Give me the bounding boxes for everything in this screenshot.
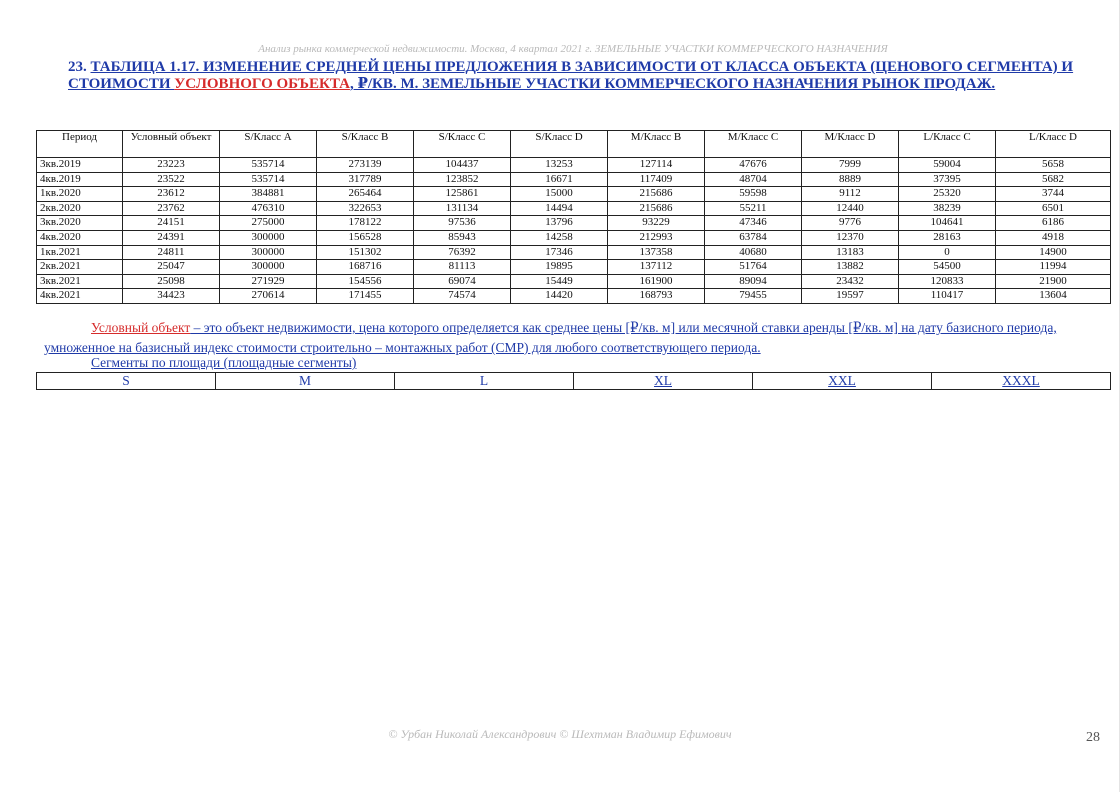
value-cell: 15000 bbox=[511, 187, 608, 202]
title-number: 23. bbox=[68, 59, 87, 75]
value-cell: 154556 bbox=[317, 274, 414, 289]
table-header-row bbox=[37, 131, 1111, 158]
value-cell: 476310 bbox=[220, 201, 317, 216]
value-cell: 265464 bbox=[317, 187, 414, 202]
table-row bbox=[37, 158, 1111, 173]
value-cell: 300000 bbox=[220, 245, 317, 260]
value-cell: 9112 bbox=[802, 187, 899, 202]
definition-text: – это объект недвижимости, цена которого определяется как среднее цены [₽/кв. м] или месячной ставки аренды [₽/кв. м] на дату базисного периода, умноженное на базисный индекс стоимости строительно – монтажных работ (СМР) для любого соответствующего периода. bbox=[44, 320, 1057, 355]
value-cell: 37395 bbox=[899, 172, 996, 187]
value-cell: 14258 bbox=[511, 230, 608, 245]
header-cell: M/Класс B bbox=[608, 131, 705, 158]
period-cell: 4кв.2021 bbox=[37, 289, 123, 304]
table-row bbox=[37, 216, 1111, 231]
value-cell: 151302 bbox=[317, 245, 414, 260]
value-cell: 97536 bbox=[414, 216, 511, 231]
table-row bbox=[37, 187, 1111, 202]
value-cell: 0 bbox=[899, 245, 996, 260]
value-cell: 322653 bbox=[317, 201, 414, 216]
value-cell: 168793 bbox=[608, 289, 705, 304]
segments-row bbox=[37, 373, 1111, 390]
segment-cell-s: S bbox=[37, 373, 216, 390]
value-cell: 215686 bbox=[608, 201, 705, 216]
value-cell: 25320 bbox=[899, 187, 996, 202]
value-cell: 24811 bbox=[123, 245, 220, 260]
header-cell: M/Класс C bbox=[705, 131, 802, 158]
title-part-1: ТАБЛИЦА 1.17. ИЗМЕНЕНИЕ СРЕДНЕЙ ЦЕНЫ ПРЕДЛОЖЕНИЯ В ЗАВИСИМОСТИ ОТ КЛАССА ОБЪЕКТА (ЦЕНОВОГО СЕГМЕНТА) И СТОИМОСТИ bbox=[68, 59, 1074, 92]
value-cell: 13253 bbox=[511, 158, 608, 173]
value-cell: 7999 bbox=[802, 158, 899, 173]
period-cell: 4кв.2019 bbox=[37, 172, 123, 187]
value-cell: 13796 bbox=[511, 216, 608, 231]
table-row bbox=[37, 201, 1111, 216]
value-cell: 24391 bbox=[123, 230, 220, 245]
table-row bbox=[37, 172, 1111, 187]
period-cell: 2кв.2020 bbox=[37, 201, 123, 216]
value-cell: 59598 bbox=[705, 187, 802, 202]
segment-cell-xxxl: XXXL bbox=[932, 373, 1111, 390]
value-cell: 69074 bbox=[414, 274, 511, 289]
value-cell: 13183 bbox=[802, 245, 899, 260]
value-cell: 14494 bbox=[511, 201, 608, 216]
value-cell: 137112 bbox=[608, 260, 705, 275]
value-cell: 131134 bbox=[414, 201, 511, 216]
header-cell: Условный объект bbox=[123, 131, 220, 158]
value-cell: 54500 bbox=[899, 260, 996, 275]
value-cell: 384881 bbox=[220, 187, 317, 202]
value-cell: 14420 bbox=[511, 289, 608, 304]
value-cell: 104437 bbox=[414, 158, 511, 173]
running-header: Анализ рынка коммерческой недвижимости. Москва, 4 квартал 2021 г. ЗЕМЕЛЬНЫЕ УЧАСТКИ КОММЕРЧЕСКОГО НАЗНАЧЕНИЯ bbox=[258, 43, 888, 55]
value-cell: 9776 bbox=[802, 216, 899, 231]
value-cell: 23762 bbox=[123, 201, 220, 216]
header-cell: S/Класс A bbox=[220, 131, 317, 158]
value-cell: 156528 bbox=[317, 230, 414, 245]
value-cell: 47676 bbox=[705, 158, 802, 173]
segment-cell-xxl: XXL bbox=[753, 373, 932, 390]
value-cell: 535714 bbox=[220, 158, 317, 173]
table-title bbox=[68, 59, 1078, 93]
value-cell: 212993 bbox=[608, 230, 705, 245]
value-cell: 76392 bbox=[414, 245, 511, 260]
value-cell: 23612 bbox=[123, 187, 220, 202]
header-cell: Период bbox=[37, 131, 123, 158]
value-cell: 168716 bbox=[317, 260, 414, 275]
value-cell: 89094 bbox=[705, 274, 802, 289]
value-cell: 104641 bbox=[899, 216, 996, 231]
value-cell: 300000 bbox=[220, 230, 317, 245]
value-cell: 81113 bbox=[414, 260, 511, 275]
segment-cell-m: M bbox=[216, 373, 395, 390]
value-cell: 12440 bbox=[802, 201, 899, 216]
header-cell: S/Класс D bbox=[511, 131, 608, 158]
value-cell: 17346 bbox=[511, 245, 608, 260]
table-row bbox=[37, 260, 1111, 275]
header-cell: M/Класс D bbox=[802, 131, 899, 158]
title-highlight: УСЛОВНОГО ОБЪЕКТА bbox=[174, 76, 350, 92]
value-cell: 19895 bbox=[511, 260, 608, 275]
value-cell: 47346 bbox=[705, 216, 802, 231]
value-cell: 11994 bbox=[996, 260, 1111, 275]
price-table bbox=[36, 130, 1111, 304]
value-cell: 38239 bbox=[899, 201, 996, 216]
header-cell: S/Класс C bbox=[414, 131, 511, 158]
period-cell: 1кв.2020 bbox=[37, 187, 123, 202]
value-cell: 5658 bbox=[996, 158, 1111, 173]
value-cell: 4918 bbox=[996, 230, 1111, 245]
value-cell: 6186 bbox=[996, 216, 1111, 231]
table-row bbox=[37, 230, 1111, 245]
value-cell: 23432 bbox=[802, 274, 899, 289]
table-row bbox=[37, 245, 1111, 260]
value-cell: 15449 bbox=[511, 274, 608, 289]
value-cell: 120833 bbox=[899, 274, 996, 289]
segments-label: Сегменты по площади (площадные сегменты) bbox=[91, 355, 357, 370]
page-footer: © Урбан Николай Александрович © Шехтман Владимир Ефимович bbox=[388, 727, 732, 741]
definition-paragraph bbox=[44, 318, 1110, 358]
value-cell: 270614 bbox=[220, 289, 317, 304]
value-cell: 25098 bbox=[123, 274, 220, 289]
value-cell: 123852 bbox=[414, 172, 511, 187]
value-cell: 125861 bbox=[414, 187, 511, 202]
segment-cell-l: L bbox=[395, 373, 574, 390]
value-cell: 63784 bbox=[705, 230, 802, 245]
period-cell: 3кв.2021 bbox=[37, 274, 123, 289]
value-cell: 271929 bbox=[220, 274, 317, 289]
period-cell: 1кв.2021 bbox=[37, 245, 123, 260]
value-cell: 85943 bbox=[414, 230, 511, 245]
table-row bbox=[37, 289, 1111, 304]
value-cell: 535714 bbox=[220, 172, 317, 187]
value-cell: 3744 bbox=[996, 187, 1111, 202]
table-row bbox=[37, 274, 1111, 289]
value-cell: 34423 bbox=[123, 289, 220, 304]
period-cell: 2кв.2021 bbox=[37, 260, 123, 275]
value-cell: 275000 bbox=[220, 216, 317, 231]
value-cell: 127114 bbox=[608, 158, 705, 173]
value-cell: 13604 bbox=[996, 289, 1111, 304]
value-cell: 55211 bbox=[705, 201, 802, 216]
value-cell: 93229 bbox=[608, 216, 705, 231]
value-cell: 12370 bbox=[802, 230, 899, 245]
value-cell: 317789 bbox=[317, 172, 414, 187]
segment-cell-xl: XL bbox=[574, 373, 753, 390]
value-cell: 215686 bbox=[608, 187, 705, 202]
value-cell: 137358 bbox=[608, 245, 705, 260]
header-cell: L/Класс C bbox=[899, 131, 996, 158]
value-cell: 8889 bbox=[802, 172, 899, 187]
title-part-2: , ₽/КВ. М. ЗЕМЕЛЬНЫЕ УЧАСТКИ КОММЕРЧЕСКОГО НАЗНАЧЕНИЯ РЫНОК ПРОДАЖ. bbox=[349, 76, 996, 92]
value-cell: 23522 bbox=[123, 172, 220, 187]
segments-table bbox=[36, 372, 1111, 390]
definition-term: Условный объект bbox=[91, 320, 191, 335]
value-cell: 117409 bbox=[608, 172, 705, 187]
period-cell: 4кв.2020 bbox=[37, 230, 123, 245]
value-cell: 59004 bbox=[899, 158, 996, 173]
value-cell: 24151 bbox=[123, 216, 220, 231]
value-cell: 51764 bbox=[705, 260, 802, 275]
period-cell: 3кв.2020 bbox=[37, 216, 123, 231]
period-cell: 3кв.2019 bbox=[37, 158, 123, 173]
value-cell: 21900 bbox=[996, 274, 1111, 289]
value-cell: 25047 bbox=[123, 260, 220, 275]
value-cell: 14900 bbox=[996, 245, 1111, 260]
value-cell: 178122 bbox=[317, 216, 414, 231]
value-cell: 79455 bbox=[705, 289, 802, 304]
value-cell: 161900 bbox=[608, 274, 705, 289]
value-cell: 6501 bbox=[996, 201, 1111, 216]
table-body bbox=[37, 158, 1111, 304]
header-cell: S/Класс B bbox=[317, 131, 414, 158]
header-cell: L/Класс D bbox=[996, 131, 1111, 158]
value-cell: 48704 bbox=[705, 172, 802, 187]
page-number: 28 bbox=[1086, 730, 1100, 745]
value-cell: 28163 bbox=[899, 230, 996, 245]
value-cell: 23223 bbox=[123, 158, 220, 173]
value-cell: 110417 bbox=[899, 289, 996, 304]
value-cell: 300000 bbox=[220, 260, 317, 275]
value-cell: 40680 bbox=[705, 245, 802, 260]
value-cell: 273139 bbox=[317, 158, 414, 173]
value-cell: 5682 bbox=[996, 172, 1111, 187]
value-cell: 171455 bbox=[317, 289, 414, 304]
value-cell: 74574 bbox=[414, 289, 511, 304]
value-cell: 19597 bbox=[802, 289, 899, 304]
value-cell: 13882 bbox=[802, 260, 899, 275]
value-cell: 16671 bbox=[511, 172, 608, 187]
